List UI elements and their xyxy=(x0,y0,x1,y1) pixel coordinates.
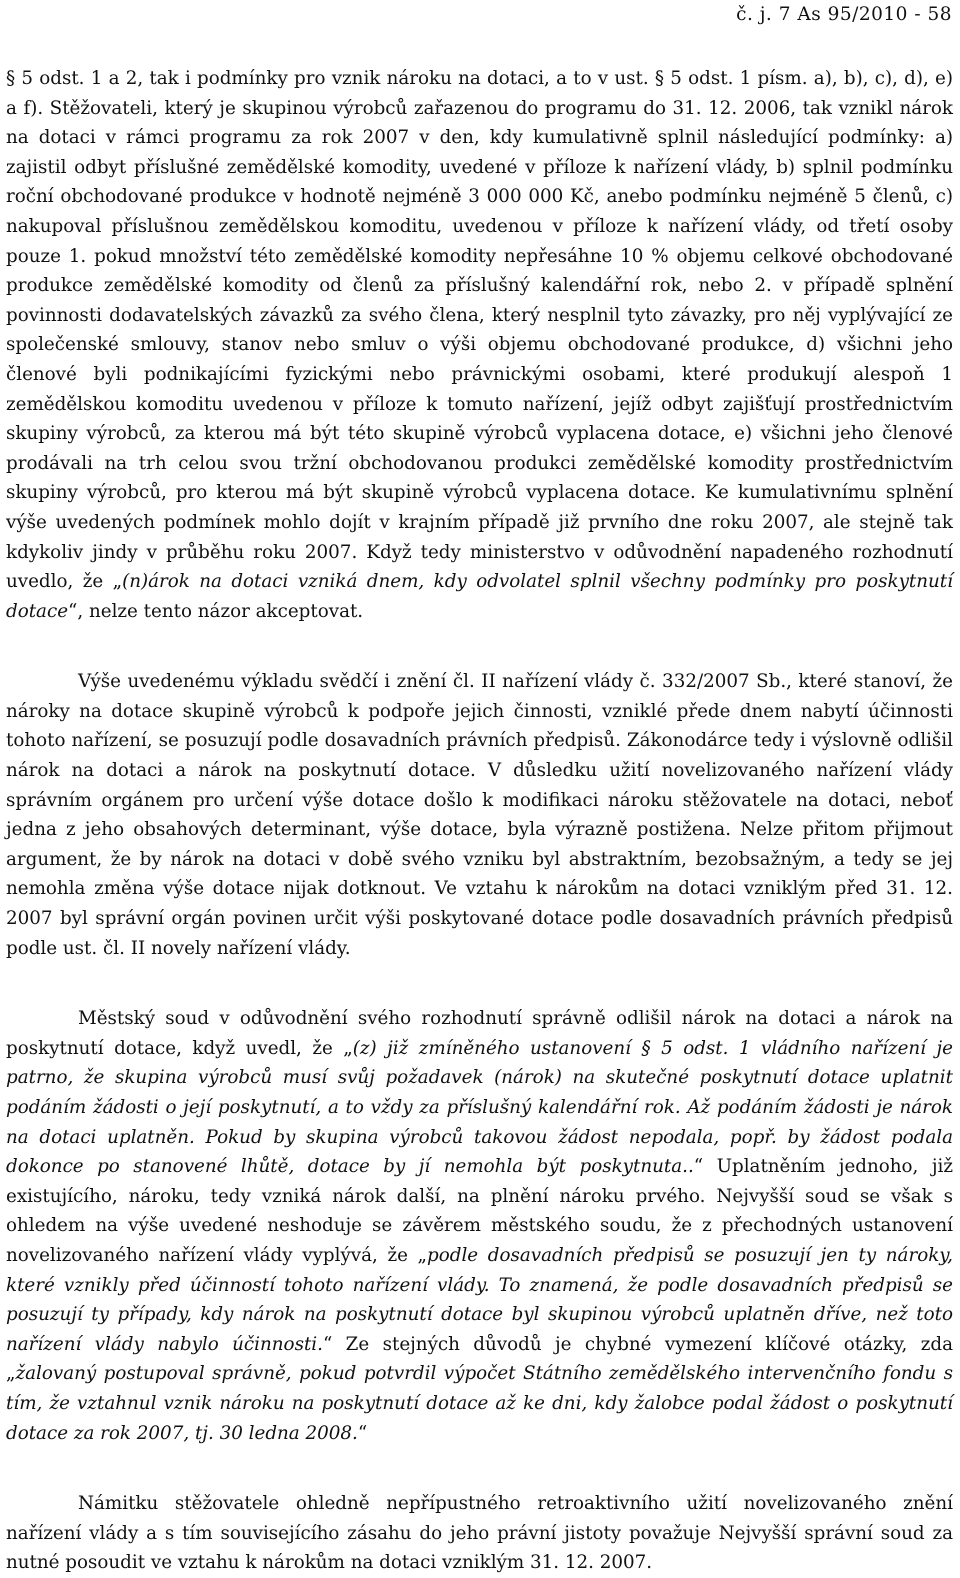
paragraph-4-text: Námitku stěžovatele ohledně nepřípustného retroaktivního užití novelizovaného znění nařízení vlády a s tím souvisejícího zásahu do jeho právní jistoty považuje Nejvyšší správní soud za nutné posoudit ve vztahu k nárokům na dotaci vzniklým 31. 12. 2007. xyxy=(6,1493,953,1574)
paragraph-2-text: Výše uvedenému výkladu svědčí i znění čl. II nařízení vlády č. 332/2007 Sb., které stanoví, že nároky na dotace skupině výrobců k podpoře jejich činnosti, vzniklé přede dnem nabytí účinnosti tohoto nařízení, se posuzují podle dosavadních právních předpisů. Zákonodárce tedy i výslovně odlišil nárok na dotaci a nárok na poskytnutí dotace. V důsledku užití novelizovaného nařízení vlády správním orgánem pro určení výše dotace došlo k modifikaci nároku stěžovatele na dotaci, neboť jedna z jeho obsahových determinant, výše dotace, byla výrazně postižena. Nelze přitom přijmout argument, že by nárok na dotaci v době svého vzniku byl abstraktním, bezobsažným, a tedy se jej nemohla změna výše dotace nijak dotknout. Ve vztahu k nárokům na dotaci vzniklým před 31. 12. 2007 byl správní orgán povinen určit výši poskytované dotace podle dosavadních právních předpisů podle ust. čl. II novely nařízení vlády. xyxy=(6,671,953,959)
paragraph-gap xyxy=(6,626,953,667)
paragraph-1-quote: (n)árok na dotaci vzniká dnem, kdy odvolatel splnil všechny podmínky pro poskytnutí dotace xyxy=(6,571,953,622)
paragraph-3 xyxy=(6,1004,953,1448)
paragraph-3-text-c: “ Ze stejných důvodů je chybné vymezení klíčové otázky, zda „ xyxy=(6,1333,953,1385)
paragraph-1-text-a: § 5 odst. 1 a 2, tak i podmínky pro vznik nároku na dotaci, a to v ust. § 5 odst. 1 písm. a), b), c), d), e) a f). Stěžovateli, který je skupinou výrobců zařazenou do programu do 31. 12. 2006, tak vznikl nárok na dotaci v rámci programu za rok 2007 v den, kdy kumulativně splnil následující podmínky: a) zajistil odbyt příslušné zemědělské komodity, uvedené v příloze k nařízení vlády, b) splnil podmínku roční obchodované produkce v hodnotě nejméně 3 000 000 Kč, anebo podmínku nejméně 5 členů, c) nakupoval příslušnou zemědělskou komoditu, uvedenou v příloze k nařízení vlády, od třetí osoby pouze 1. pokud množství této zemědělské komodity nepřesáhne 10 % objemu celkové obchodované produkce zemědělské komodity od členů za příslušný kalendářní rok, nebo 2. v případě splnění povinnosti dodavatelských závazků za svého člena, který nesplnil tyto závazky, pro něj vyplývající ze společenské smlouvy, stanov nebo smluv o výši objemu obchodované produkce, d) všichni jeho členové byli podnikajícími fyzickými nebo právnickými osobami, které produkují alespoň 1 zemědělskou komoditu uvedenou v příloze k tomuto nařízení, jejíž odbyt zajišťují prostřednictvím skupiny výrobců, za kterou má být této skupině výrobců vyplacena dotace, e) všichni jeho členové prodávali na trh celou svou tržní obchodovanou produkci zemědělské komodity prostřednictvím skupiny výrobců, pro kterou má být skupině výrobců vyplacena dotace. Ke kumulativnímu splnění výše uvedených podmínek mohlo dojít v krajním případě již prvního dne roku 2007, ale stejně tak kdykoliv jindy v průběhu roku 2007. Když tedy ministerstvo v odůvodnění napadeného rozhodnutí uvedlo, že „ xyxy=(6,68,953,593)
document-body xyxy=(6,64,953,1578)
paragraph-gap xyxy=(6,963,953,1004)
paragraph-3-text-a: Městský soud v odůvodnění svého rozhodnutí správně odlišil nárok na dotaci a nárok na poskytnutí dotace, když uvedl, že „ xyxy=(6,1008,953,1059)
paragraph-gap xyxy=(6,1448,953,1489)
paragraph-3-text-b: “ Uplatněním jednoho, již existujícího, nároku, tedy vzniká nárok další, na plnění nároku prvého. Nejvyšší soud se však s ohledem na výše uvedené neshoduje se závěrem městského soudu, že z přechodných ustanovení novelizovaného nařízení vlády vyplývá, že „ xyxy=(6,1156,953,1266)
paragraph-1-text-b: “, nelze tento názor akceptovat. xyxy=(68,600,364,622)
paragraph-3-quote-3: žalovaný postupoval správně, pokud potvrdil výpočet Státního zemědělského intervenčního fondu s tím, že vztahnul vznik nároku na poskytnutí dotace až ke dni, kdy žalobce podal žádost o poskytnutí dotace za rok 2007, tj. 30 ledna 2008. xyxy=(6,1363,953,1444)
paragraph-4 xyxy=(6,1489,953,1578)
paragraph-1 xyxy=(6,64,953,626)
case-reference: č. j. 7 As 95/2010 - 58 xyxy=(736,4,952,25)
paragraph-2 xyxy=(6,667,953,963)
paragraph-3-quote-2: podle dosavadních předpisů se posuzují jen ty nároky, které vznikly před účinností tohoto nařízení vlády. To znamená, že podle dosavadních předpisů se posuzují ty případy, kdy nárok na poskytnutí dotace byl skupinou výrobců uplatněn dříve, než toto nařízení vlády nabylo účinnosti. xyxy=(6,1244,953,1355)
paragraph-3-quote-1: (z) již zmíněného ustanovení § 5 odst. 1 vládního nařízení je patrno, že skupina výrobců musí svůj požadavek (nárok) na skutečné poskytnutí dotace uplatnit podáním žádosti o její poskytnutí, a to vždy za příslušný kalendářní rok. Až podáním žádosti je nárok na dotaci uplatněn. Pokud by skupina výrobců takovou žádost nepodala, popř. by žádost podala dokonce po stanovené lhůtě, dotace by jí nemohla být poskytnuta.. xyxy=(6,1037,953,1178)
paragraph-3-text-d: “ xyxy=(357,1422,368,1444)
